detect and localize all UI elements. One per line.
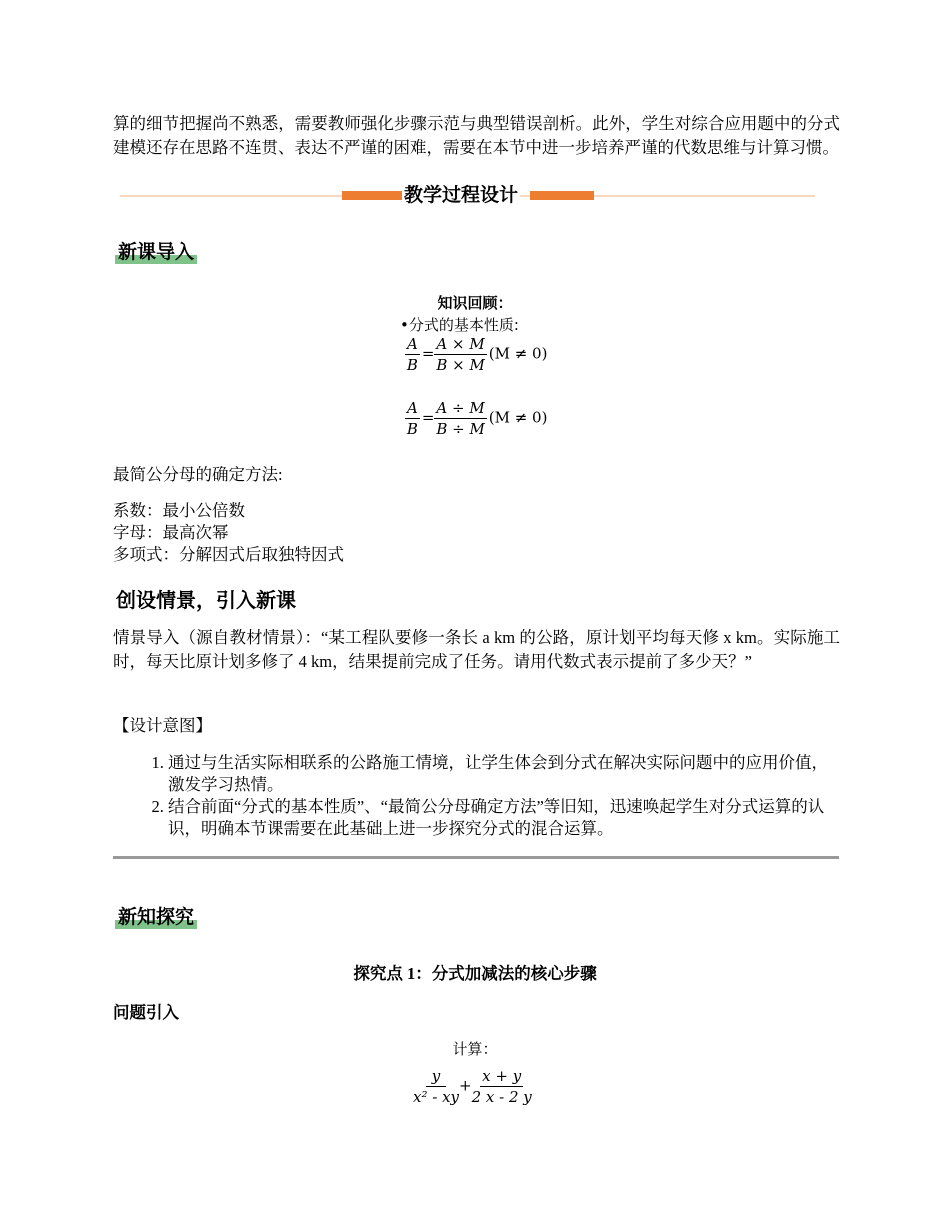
num: A ÷ M bbox=[436, 399, 485, 417]
section-divider bbox=[113, 856, 839, 859]
banner-title: 教学过程设计 bbox=[402, 180, 520, 207]
lcd-title: 最简公分母的确定方法: bbox=[113, 465, 283, 484]
review-title: 知识回顾： bbox=[437, 294, 513, 312]
design-label: 【设计意图】 bbox=[113, 716, 212, 735]
design-item: 1. 通过与生活实际相联系的公路施工情境，让学生体会到分式在解决实际问题中的应用价值，激发学习热情。 bbox=[168, 752, 840, 796]
num: A bbox=[407, 335, 418, 353]
scene-text: 情景导入（源自教材情景）：“某工程队要修一条长 a km 的公路，原计划平均每天修 x km。实际施工时，每天比原计划多修了 4 km，结果提前完成了任务。请用代数式表示提前了多少天？” bbox=[113, 628, 840, 671]
banner-bar-left bbox=[342, 191, 406, 200]
num: A × M bbox=[436, 335, 485, 353]
num: y bbox=[426, 1066, 446, 1087]
den: B bbox=[406, 356, 418, 374]
formula-multiply: $\frac{A}{B}$ = $\frac{A \times M}{B \times M}$ (M ≠ 0) bbox=[406, 335, 548, 374]
section-tag-intro: 新课导入 bbox=[115, 240, 197, 264]
den: B bbox=[406, 420, 418, 438]
formula-divide: $\frac{A}{B}$ = $\frac{A \div M}{B \div M}$ (M ≠ 0) bbox=[406, 399, 548, 438]
den: B ÷ M bbox=[436, 420, 485, 438]
intro-paragraph: 算的细节把握尚不熟悉，需要教师强化步骤示范与典型错误剖析。此外，学生对综合应用题中的分式建模还存在思路不连贯、表达不严谨的困难，需要在本节中进一步培养严谨的代数思维与计算习惯。 bbox=[113, 114, 840, 157]
condition: (M ≠ 0) bbox=[488, 344, 548, 363]
lcd-list bbox=[113, 500, 344, 566]
banner-bar-right bbox=[530, 191, 594, 200]
den: B × M bbox=[436, 356, 485, 374]
num: x + y bbox=[482, 1067, 522, 1085]
scene-heading: 创设情景，引入新课 bbox=[116, 588, 296, 612]
design-item: 2. 结合前面“分式的基本性质”、“最简公分母确定方法”等旧知，迅速唤起学生对分式运算的认识，明确本节课需要在此基础上进一步探究分式的混合运算。 bbox=[168, 796, 840, 840]
calc-expression bbox=[413, 1066, 532, 1107]
lcd-item: 多项式：分解因式后取独特因式 bbox=[113, 545, 344, 564]
den: 2 x - 2 y bbox=[471, 1088, 532, 1106]
design-list bbox=[113, 752, 840, 840]
explore-title: 探究点 1：分式加减法的核心步骤 bbox=[353, 964, 597, 983]
section-tag-explore: 新知探究 bbox=[115, 905, 197, 929]
calc-label: 计算： bbox=[452, 1040, 498, 1058]
section-banner bbox=[120, 186, 815, 206]
num: A bbox=[407, 399, 418, 417]
lcd-item: 字母：最高次幂 bbox=[113, 523, 229, 542]
problem-label: 问题引入 bbox=[113, 1003, 179, 1022]
den: x² - xy bbox=[413, 1088, 460, 1106]
lcd-item: 系数：最小公倍数 bbox=[113, 501, 245, 520]
operator: + bbox=[459, 1076, 472, 1095]
condition: (M ≠ 0) bbox=[488, 408, 548, 427]
review-bullet: •分式的基本性质: bbox=[400, 316, 519, 334]
